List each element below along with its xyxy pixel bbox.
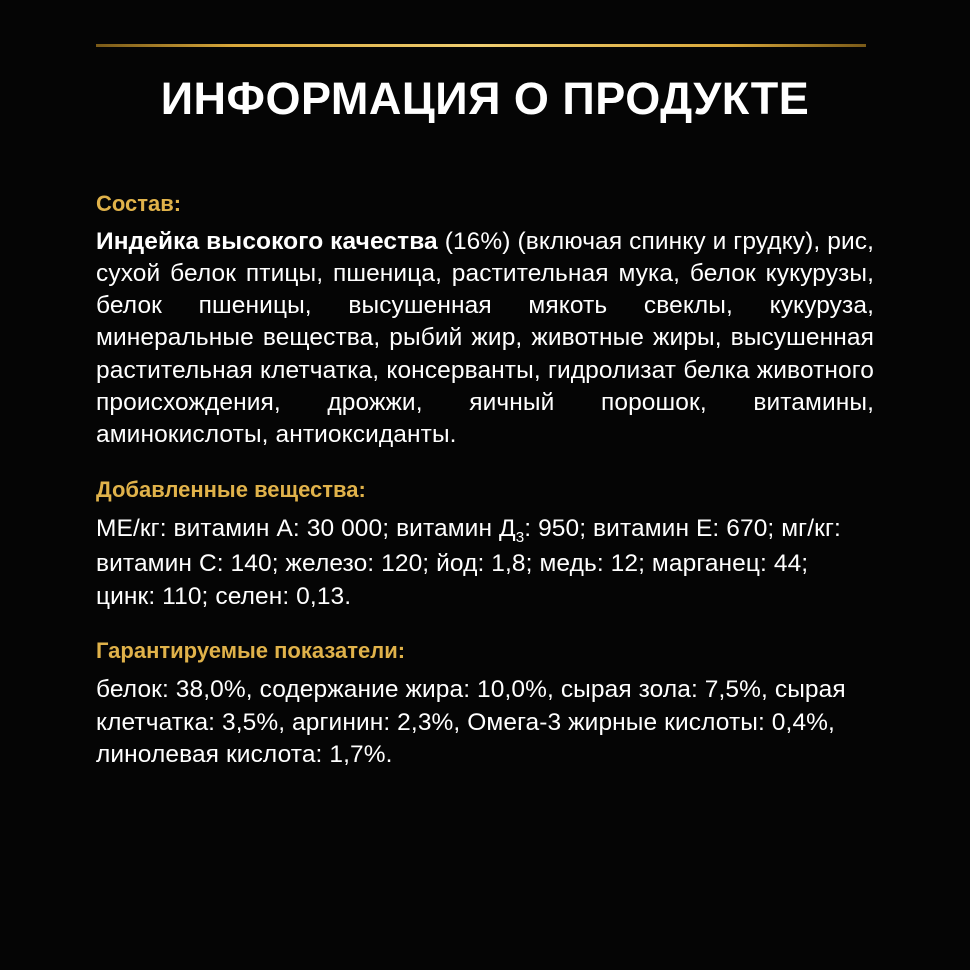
guaranteed-body: белок: 38,0%, содержание жира: 10,0%, сырая зола: 7,5%, сырая клетчатка: 3,5%, аргинин: 2,3%, Омега-3 жирные кислоты: 0,4%, линолевая кислота: 1,7%. [96, 676, 846, 769]
section-guaranteed-analysis [96, 637, 874, 771]
content-area [96, 190, 874, 795]
composition-text: (16%) (включая спинку и грудку), рис, сухой белок птицы, пшеница, растительная мука, белок кукурузы, белок пшеницы, высушенная мякоть свеклы, кукуруза, минеральные вещества, рыбий жир, животные жиры, высушенная растительная клетчатка, консерванты, гидролизат белка животного происхождения, дрожжи, яичный порошок, витамины, аминокислоты, антиоксиданты. [96, 227, 874, 449]
additives-text-pre: МЕ/кг: витамин А: 30 000; витамин Д [96, 515, 516, 543]
additives-subscript: 3 [515, 529, 525, 547]
guaranteed-heading: Гарантируемые показатели: [96, 637, 406, 663]
section-composition [96, 190, 874, 452]
section-additives [96, 476, 874, 613]
gold-divider-rule [96, 44, 866, 47]
composition-body [96, 226, 874, 452]
composition-lead: Индейка высокого качества [96, 227, 438, 255]
composition-heading: Состав: [96, 191, 182, 216]
additives-body [96, 513, 874, 613]
additives-heading: Добавленные вещества: [96, 476, 366, 502]
page-title: ИНФОРМАЦИЯ О ПРОДУКТЕ [160, 73, 810, 124]
additives-text-post: : 950; витамин Е: 670; мг/кг: витамин С: 140; железо: 120; йод: 1,8; медь: 12; марганец: 44; цинк: 110; селен: 0,13. [96, 515, 841, 610]
